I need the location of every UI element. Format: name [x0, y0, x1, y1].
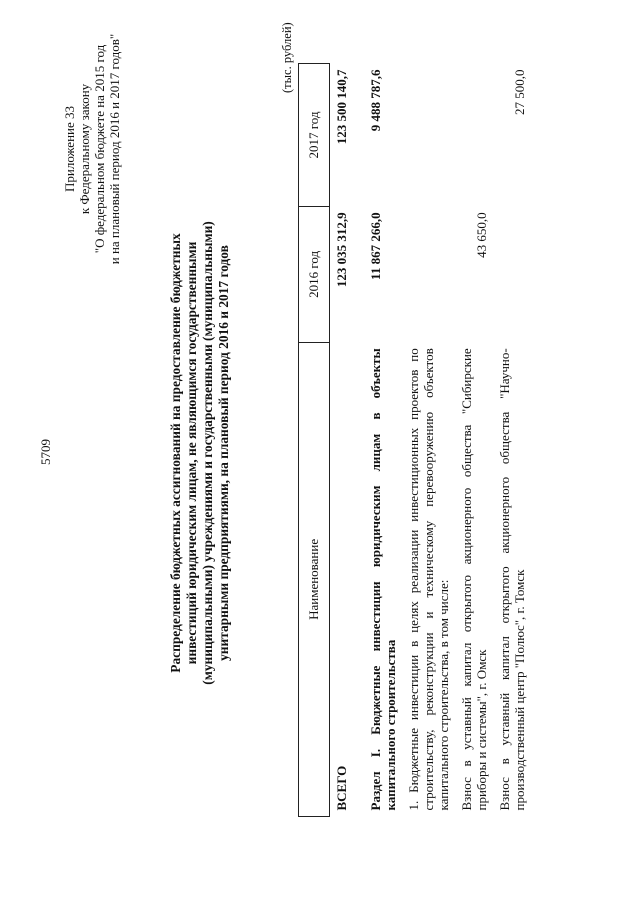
row-2016: [493, 206, 531, 342]
allocation-table: [298, 63, 531, 817]
row-name: 1. Бюджетные инвестиции в целях реализации инвестиционных проектов по строительству, реконструкции и техническому перевооружению объектов капитального строительства, в том числе:: [405, 348, 451, 811]
table-row: [402, 64, 455, 817]
header-2017: 2017 год: [299, 64, 330, 207]
row-2016: 11 867 266,0: [367, 212, 383, 280]
row-2017: [402, 64, 455, 207]
page-number: 5709: [38, 439, 53, 465]
row-2017: 9 488 787,6: [367, 69, 383, 132]
row-name: Раздел I. Бюджетные инвестиции юридическим лицам в объекты капитального строительства: [367, 348, 398, 811]
table-row: [364, 64, 402, 817]
row-name: ВСЕГО: [334, 765, 349, 811]
row-2017: 123 500 140,7: [334, 69, 349, 145]
table-row: [493, 64, 531, 817]
row-2016: [402, 206, 455, 342]
units-label: (тыс. рублей): [280, 22, 294, 93]
appendix-line-2: к Федеральному закону: [77, 83, 92, 215]
header-name: Наименование: [299, 342, 330, 816]
row-name: Взнос в уставный капитал открытого акционерного общества "Сибирские приборы и системы", г. Омск: [458, 348, 489, 811]
table-row: [330, 64, 364, 817]
appendix-line-1: Приложение 33: [62, 105, 77, 193]
row-2016: 123 035 312,9: [334, 212, 349, 288]
table-header-row: [299, 64, 330, 817]
appendix-line-3: "О федеральном бюджете на 2015 год: [92, 44, 107, 254]
header-2016: 2016 год: [299, 206, 330, 342]
appendix-line-4: и на плановый период 2016 и 2017 годов": [107, 33, 122, 265]
row-2016: 43 650,0: [473, 212, 489, 258]
row-2017: [455, 64, 493, 207]
row-name: Взнос в уставный капитал открытого акционерного общества "Научно-производственный центр "Полюс", г. Томск: [496, 348, 527, 811]
row-2017: 27 500,0: [511, 69, 527, 115]
table-row: [455, 64, 493, 817]
appendix-header: [62, 0, 122, 299]
document-title: Распределение бюджетных ассигнований на предоставление бюджетных инвестиций юридическим лицам, не являющимся государственными (муниципальными) учреждениями и государственными (муниципальными) унитарными предприятиями, на плановый период 2016 и 2017 годов: [168, 221, 231, 685]
